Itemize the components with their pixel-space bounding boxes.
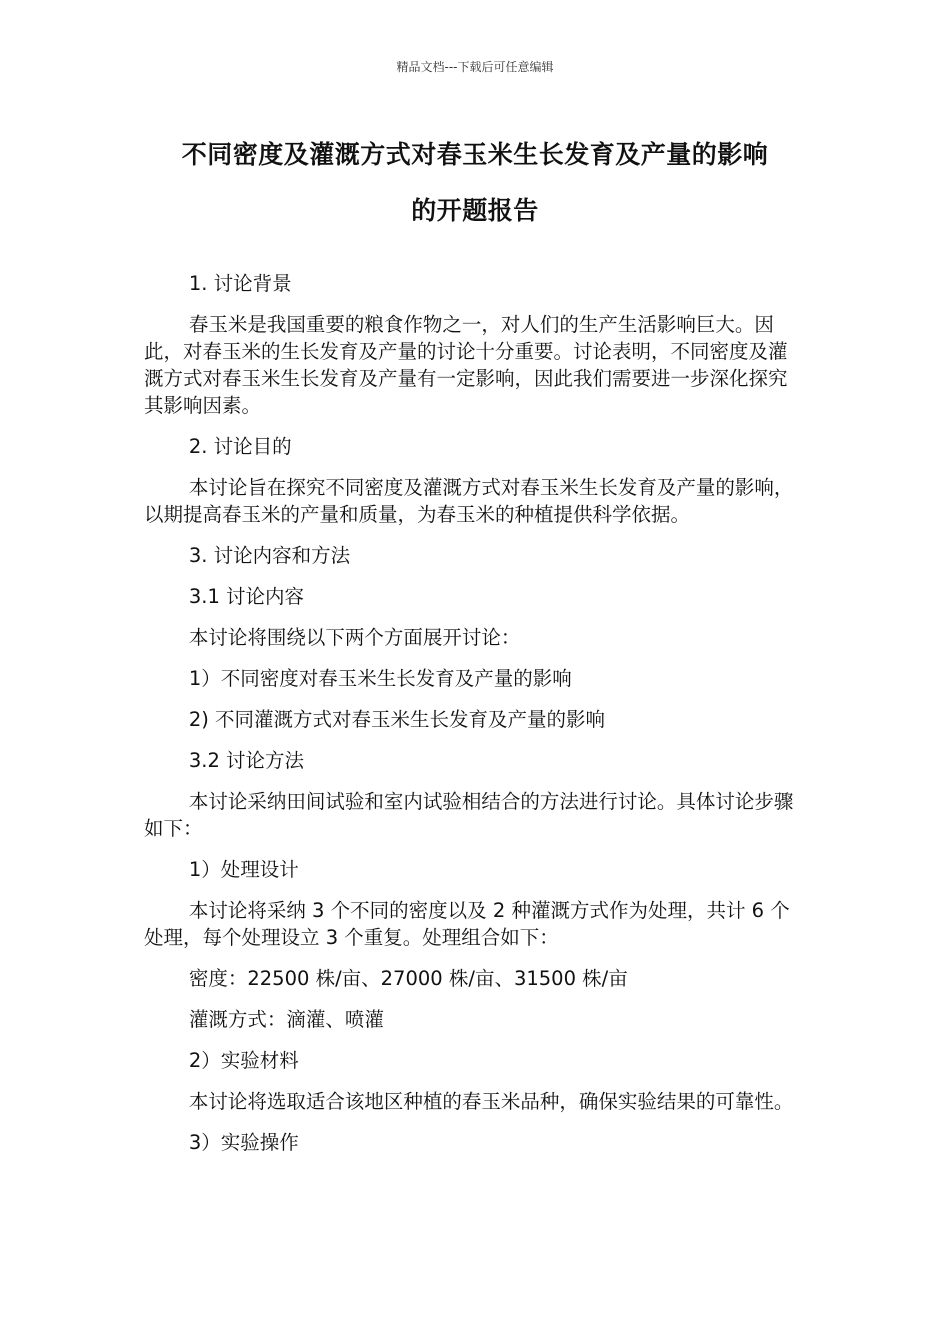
document-title-line-1: 不同密度及灌溉方式对春玉米生长发育及产量的影响 — [181, 140, 769, 169]
paragraph-methods-intro: 本讨论采纳田间试验和室内试验相结合的方法进行讨论。具体讨论步骤如下： — [144, 790, 794, 840]
step-heading-treatment-design: 1）处理设计 — [188, 858, 299, 881]
paragraph-content-intro: 本讨论将围绕以下两个方面展开讨论： — [188, 626, 521, 649]
subsection-heading-methods: 3.2 讨论方法 — [188, 749, 305, 772]
list-item-density: 1）不同密度对春玉米生长发育及产量的影响 — [188, 667, 572, 690]
paragraph-irrigation-methods: 灌溉方式：滴灌、喷灌 — [188, 1008, 384, 1031]
section-heading-background: 1. 讨论背景 — [188, 272, 292, 295]
page-header: 精品文档---下载后可任意编辑 — [396, 60, 554, 74]
document-title-line-2: 的开题报告 — [411, 196, 539, 225]
step-heading-materials: 2）实验材料 — [188, 1049, 299, 1072]
section-heading-content-methods: 3. 讨论内容和方法 — [188, 544, 351, 567]
step-heading-operation: 3）实验操作 — [188, 1131, 299, 1154]
paragraph-materials: 本讨论将选取适合该地区种植的春玉米品种，确保实验结果的可靠性。 — [188, 1090, 794, 1113]
document-body — [144, 270, 796, 1170]
subsection-heading-content: 3.1 讨论内容 — [188, 585, 305, 608]
paragraph-background: 春玉米是我国重要的粮食作物之一，对人们的生产生活影响巨大。因此，对春玉米的生长发育及产量的讨论十分重要。讨论表明，不同密度及灌溉方式对春玉米生长发育及产量有一定影响，因此我们需要进一步深化探究其影响因素。 — [144, 313, 788, 417]
paragraph-treatment-design: 本讨论将采纳 3 个不同的密度以及 2 种灌溉方式作为处理，共计 6 个处理，每个处理设立 3 个重复。处理组合如下： — [144, 899, 790, 949]
paragraph-purpose: 本讨论旨在探究不同密度及灌溉方式对春玉米生长发育及产量的影响，以期提高春玉米的产量和质量，为春玉米的种植提供科学依据。 — [144, 476, 794, 526]
list-item-irrigation: 2) 不同灌溉方式对春玉米生长发育及产量的影响 — [188, 708, 606, 731]
section-heading-purpose: 2. 讨论目的 — [188, 435, 292, 458]
paragraph-density-values: 密度：22500 株/亩、27000 株/亩、31500 株/亩 — [188, 967, 628, 990]
